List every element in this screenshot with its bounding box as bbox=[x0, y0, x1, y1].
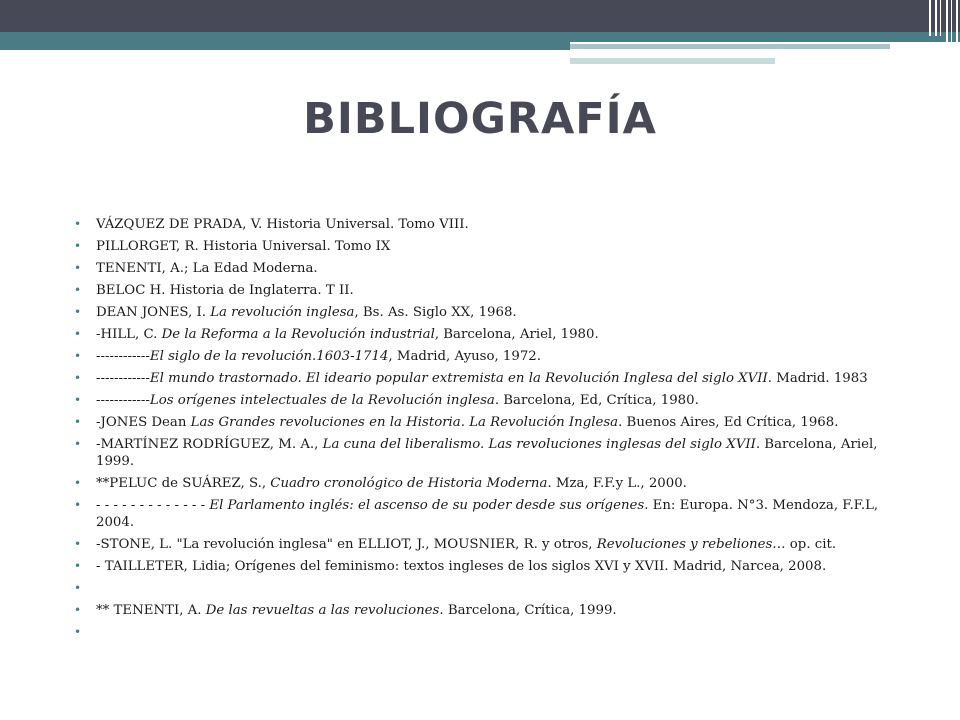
entry-text: Madrid. 1983 bbox=[771, 371, 868, 386]
bibliography-entry bbox=[72, 370, 907, 387]
entry-text: ------------ bbox=[96, 393, 150, 408]
bullet-icon: • bbox=[74, 437, 82, 451]
entry-text: - - - - - - - - - - - - - bbox=[96, 498, 210, 513]
bullet-icon: • bbox=[74, 476, 82, 490]
bullet-icon: • bbox=[74, 559, 82, 573]
bullet-icon: • bbox=[74, 349, 82, 363]
entry-text: -STONE, L. "La revolución inglesa" en ELLIOT, J., MOUSNIER, R. y otros, bbox=[96, 537, 597, 552]
entry-title-text: Revoluciones y rebeliones… bbox=[596, 537, 786, 552]
entry-title-text: El mundo trastornado. El ideario popular extremista en la Revolución Inglesa del siglo XVII. bbox=[149, 371, 772, 386]
bullet-icon: • bbox=[74, 239, 82, 253]
bullet-icon: • bbox=[74, 217, 82, 231]
entry-title-text: De la Reforma a la Revolución industrial bbox=[161, 327, 435, 342]
bibliography-entry bbox=[72, 624, 907, 641]
bibliography-entry bbox=[72, 304, 907, 321]
bibliography-entry bbox=[72, 216, 907, 233]
entry-text: ** TENENTI, A. bbox=[96, 603, 206, 618]
entry-text: , Barcelona, Ariel, 1980. bbox=[434, 327, 599, 342]
entry-text: . Barcelona, Ariel, 1999. bbox=[96, 437, 878, 469]
entry-text: . Barcelona, Crítica, 1999. bbox=[439, 603, 617, 618]
header-vertical-stripe bbox=[956, 0, 958, 44]
header-accent-strip-lower bbox=[0, 42, 570, 50]
entry-text: , Madrid, Ayuso, 1972. bbox=[388, 349, 541, 364]
entry-title-text: De las revueltas a las revoluciones bbox=[205, 603, 440, 618]
header-accent-line-gap bbox=[570, 49, 890, 52]
entry-text: **PELUC de SUÁREZ, S., bbox=[96, 476, 271, 491]
header-accent-strip bbox=[0, 32, 960, 42]
entry-text: TENENTI, A.; La Edad Moderna. bbox=[96, 261, 318, 276]
bullet-icon: • bbox=[74, 327, 82, 341]
entry-text: . Mza, F.F.y L., 2000. bbox=[547, 476, 687, 491]
bullet-icon: • bbox=[74, 603, 82, 617]
bullet-icon: • bbox=[74, 305, 82, 319]
entry-text: ------------ bbox=[96, 349, 150, 364]
entry-text: -HILL, C. bbox=[96, 327, 162, 342]
entry-text: op. cit. bbox=[785, 537, 837, 552]
entry-text: . Barcelona, Ed, Crítica, 1980. bbox=[494, 393, 699, 408]
entry-title-text: Cuadro cronológico de Historia Moderna bbox=[270, 476, 548, 491]
bullet-icon: • bbox=[74, 283, 82, 297]
bullet-icon: • bbox=[74, 581, 82, 595]
entry-title-text: El siglo de la revolución.1603-1714 bbox=[149, 349, 389, 364]
header-vertical-stripe bbox=[929, 0, 931, 36]
entry-text: . En: Europa. N°3. Mendoza, F.F.L, 2004. bbox=[96, 498, 879, 530]
bibliography-entry bbox=[72, 497, 907, 531]
entry-text: ------------ bbox=[96, 371, 150, 386]
header-vertical-stripe bbox=[946, 0, 948, 44]
bullet-icon: • bbox=[74, 537, 82, 551]
bibliography-entry bbox=[72, 436, 907, 470]
bibliography-entry bbox=[72, 602, 907, 619]
bibliography-list bbox=[72, 216, 907, 646]
entry-title-text: La revolución inglesa bbox=[210, 305, 355, 320]
entry-text: . Buenos Aires, Ed Crítica, 1968. bbox=[618, 415, 839, 430]
bullet-icon: • bbox=[74, 261, 82, 275]
bullet-icon: • bbox=[74, 415, 82, 429]
entry-title-text: Las Grandes revoluciones en la Historia. La Revolución Inglesa bbox=[190, 415, 619, 430]
bullet-icon: • bbox=[74, 498, 82, 512]
entry-text: - TAILLETER, Lidia; Orígenes del feminismo: textos ingleses de los siglos XVI y XVII. Madrid, Narcea, 2008. bbox=[96, 559, 827, 574]
bibliography-entry bbox=[72, 558, 907, 575]
entry-text: , Bs. As. Siglo XX, 1968. bbox=[354, 305, 517, 320]
entry-text: -MARTÍNEZ RODRÍGUEZ, M. A., bbox=[96, 437, 323, 452]
bibliography-entry bbox=[72, 414, 907, 431]
entry-title-text: Los orígenes intelectuales de la Revolución inglesa bbox=[149, 393, 495, 408]
bibliography-entry bbox=[72, 326, 907, 343]
bibliography-entry bbox=[72, 348, 907, 365]
bibliography-entry bbox=[72, 580, 907, 597]
entry-text: PILLORGET, R. Historia Universal. Tomo IX bbox=[96, 239, 391, 254]
bullet-icon: • bbox=[74, 371, 82, 385]
bibliography-entry bbox=[72, 282, 907, 299]
entry-text: -JONES Dean bbox=[96, 415, 191, 430]
bibliography-entry bbox=[72, 260, 907, 277]
bullet-icon: • bbox=[74, 393, 82, 407]
entry-text: DEAN JONES, I. bbox=[96, 305, 211, 320]
bibliography-entry bbox=[72, 392, 907, 409]
header-vertical-stripe bbox=[935, 0, 937, 36]
bullet-icon: • bbox=[74, 625, 82, 639]
entry-text: VÁZQUEZ DE PRADA, V. Historia Universal. Tomo VIII. bbox=[96, 217, 469, 232]
bibliography-entry bbox=[72, 536, 907, 553]
entry-title-text: La cuna del liberalismo. Las revoluciones inglesas del siglo XVII bbox=[322, 437, 756, 452]
bibliography-entry bbox=[72, 475, 907, 492]
header-vertical-stripe bbox=[951, 0, 952, 44]
bibliography-entry bbox=[72, 238, 907, 255]
slide-title: BIBLIOGRAFÍA bbox=[303, 94, 657, 144]
entry-title-text: El Parlamento inglés: el ascenso de su poder desde sus orígenes bbox=[209, 498, 645, 513]
header-vertical-stripe bbox=[940, 0, 941, 36]
entry-text: BELOC H. Historia de Inglaterra. T II. bbox=[96, 283, 354, 298]
header-band bbox=[0, 0, 960, 32]
header-accent-line-short bbox=[570, 58, 775, 64]
